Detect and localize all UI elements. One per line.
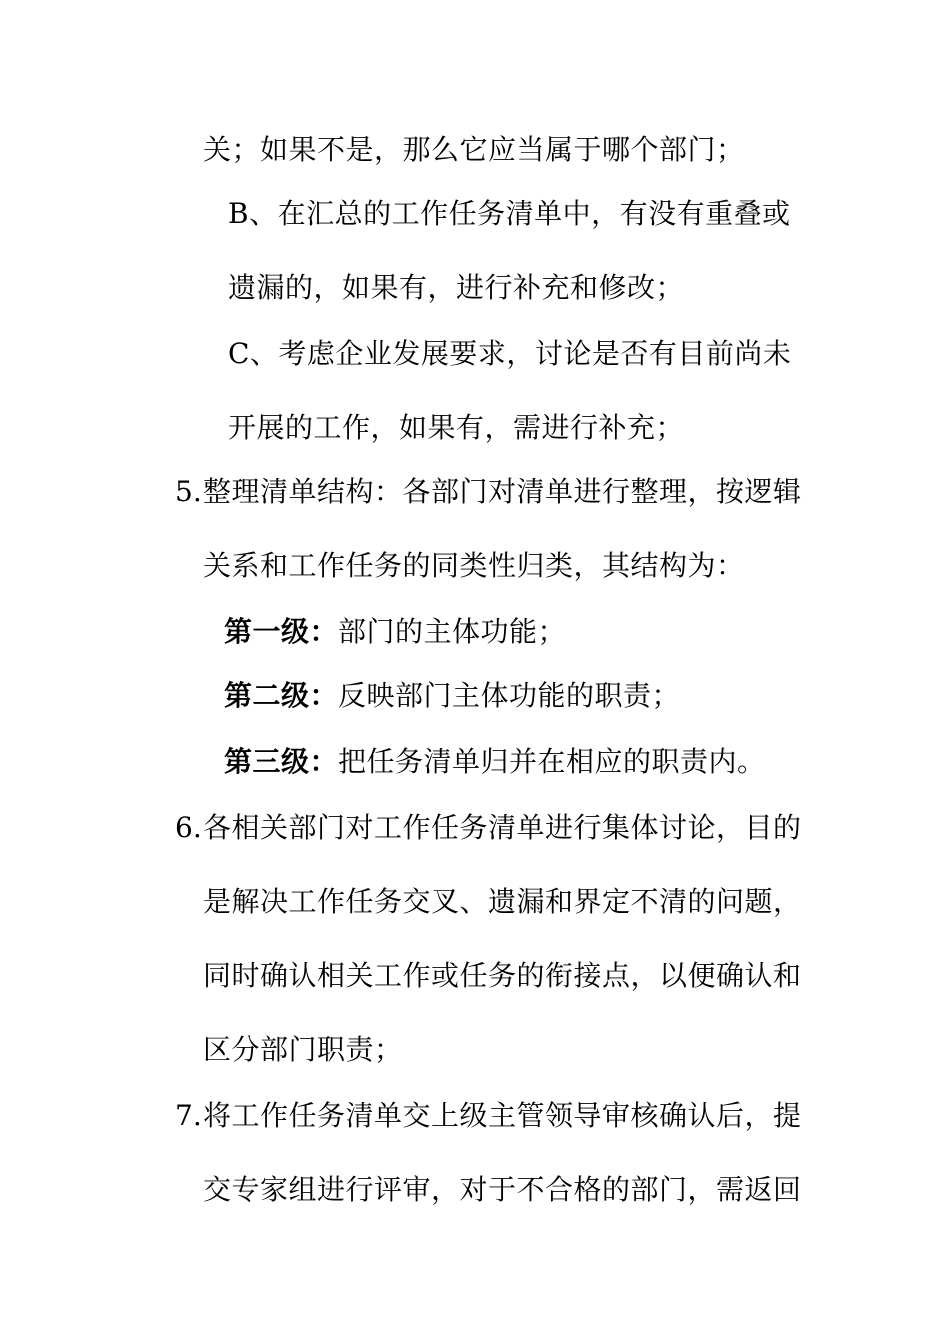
item6-line1: 各相关部门对工作任务清单进行集体讨论，目的 [203, 811, 802, 844]
item6-number: 6. [175, 811, 202, 844]
level2-line [224, 676, 680, 716]
item6-line4: 区分部门职责； [203, 1033, 403, 1066]
sub-item-b-line1: B、在汇总的工作任务清单中，有没有重叠或 [228, 197, 791, 230]
level1-text: 部门的主体功能； [338, 615, 567, 648]
level3-line [224, 742, 766, 782]
sub-item-b-line2: 遗漏的，如果有，进行补充和修改； [228, 271, 685, 304]
level1-label: 第一级： [224, 615, 339, 648]
item5-line1: 整理清单结构：各部门对清单进行整理，按逻辑 [203, 475, 802, 508]
item6-line2: 是解决工作任务交叉、遗漏和界定不清的问题， [203, 885, 802, 918]
continuation-line: 关；如果不是，那么它应当属于哪个部门； [203, 133, 745, 166]
level1-line [224, 612, 566, 652]
item7-line1: 将工作任务清单交上级主管领导审核确认后，提 [203, 1099, 802, 1132]
level3-label: 第三级： [224, 745, 339, 778]
level2-text: 反映部门主体功能的职责； [338, 679, 681, 712]
item7-line2: 交专家组进行评审，对于不合格的部门，需返回 [203, 1173, 802, 1206]
item5-number: 5. [175, 475, 202, 508]
item7-number: 7. [175, 1099, 202, 1132]
item5-line2: 关系和工作任务的同类性归类，其结构为： [203, 549, 745, 582]
level2-label: 第二级： [224, 679, 339, 712]
level3-text: 把任务清单归并在相应的职责内。 [338, 745, 766, 778]
item6-line3: 同时确认相关工作或任务的衔接点，以便确认和 [203, 959, 802, 992]
sub-item-c-line1: C、考虑企业发展要求，讨论是否有目前尚未 [228, 337, 792, 370]
sub-item-c-line2: 开展的工作，如果有，需进行补充； [228, 411, 685, 444]
